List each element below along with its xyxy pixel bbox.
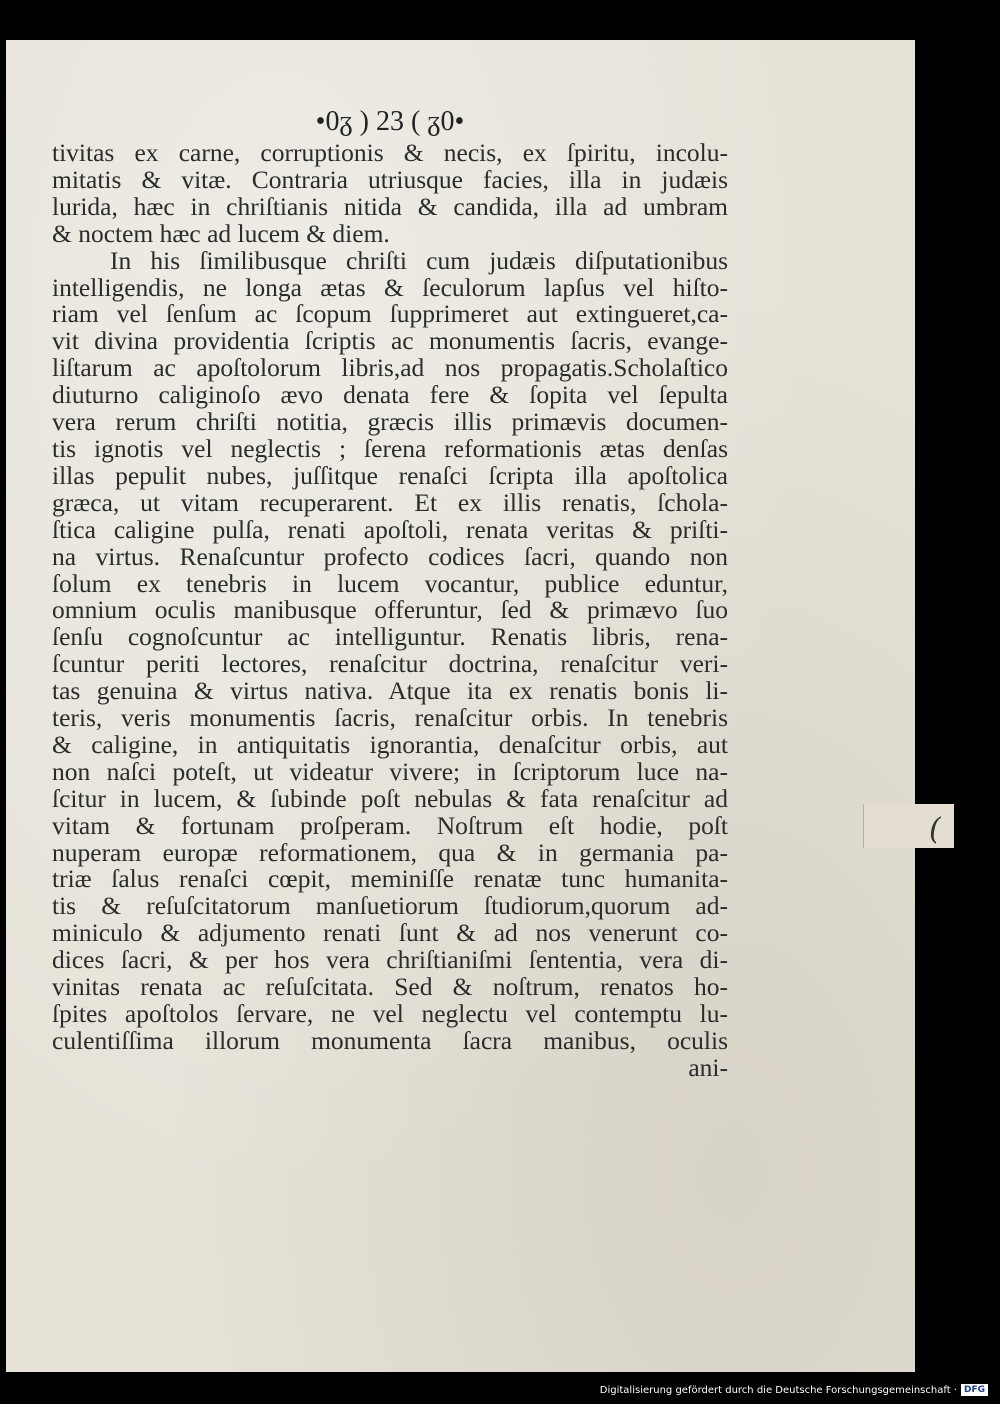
text-line: riam vel ſenſum ac ſcopum ſupprimeret aut extingueret,ca- — [52, 299, 728, 329]
text-line: dices ſacri, & per hos vera chriſtianiſmi ſententia, vera di- — [52, 945, 728, 975]
text-line: tis ignotis vel neglectis ; ſerena reformationis ætas denſas — [52, 433, 728, 463]
text-line: liſtarum ac apoſtolorum libris,ad nos propagatis.Scholaſtico — [52, 353, 728, 383]
running-head-page-number: •0ᵹ ) 23 ( ᵹ0• — [315, 106, 465, 137]
text-line: miniculo & adjumento renati ſunt & ad nos venerunt co- — [52, 918, 728, 948]
text-line: teris, veris monumentis ſacris, renaſcitur orbis. In tenebris — [52, 703, 728, 733]
text-line: nuperam europæ reformationem, qua & in germania pa- — [52, 837, 728, 867]
text-line: lurida, hæc in chriſtianis nitida & candida, illa ad umbram — [52, 191, 728, 221]
text-line: tivitas ex carne, corruptionis & necis, ex ſpiritu, incolu- — [52, 138, 728, 167]
text-line: græca, ut vitam recuperarent. Et ex illis renatis, ſchola- — [52, 487, 728, 517]
text-line: vera rerum chriſti notitia, græcis illis primævis documen- — [52, 407, 728, 437]
text-line: illas pepulit nubes, juſſitque renaſci ſcripta illa apoſtolica — [52, 460, 728, 490]
text-line: vit divina providentia ſcriptis ac monumentis ſacris, evange- — [52, 326, 728, 356]
text-line: vitam & fortunam proſperam. Noſtrum eſt hodie, poſt — [52, 810, 728, 840]
text-line: ſtica caligine pulſa, renati apoſtoli, renata veritas & priſti- — [52, 514, 728, 544]
text-line: intelligendis, ne longa ætas & ſeculorum lapſus vel hiſto- — [52, 272, 728, 302]
text-line: ſcuntur periti lectores, renaſcitur doctrina, renaſcitur veri- — [52, 649, 728, 679]
text-line: na virtus. Renaſcuntur profecto codices ſacri, quando non — [52, 541, 728, 571]
text-line: diuturno caliginoſo ævo denata fere & ſopita vel ſepulta — [52, 380, 728, 410]
text-line: non naſci poteſt, ut videatur vivere; in ſcriptorum luce na- — [52, 756, 728, 786]
text-line: mitatis & vitæ. Contraria utriusque facies, illa in judæis — [52, 164, 728, 194]
dfg-logo: DFG — [961, 1384, 988, 1396]
text-line: triæ ſalus renaſci cœpit, meminiſſe renatæ tunc humanita- — [52, 864, 728, 894]
text-line: ſcitur in lucem, & ſubinde poſt nebulas & fata renaſcitur ad — [52, 783, 728, 813]
text-line: ſpites apoſtolos ſervare, ne vel neglectu vel contemptu lu- — [52, 999, 728, 1028]
body-text — [52, 140, 728, 1082]
tab-mark: ( — [929, 812, 941, 847]
text-line: vinitas renata ac reſuſcitata. Sed & noſtrum, renatos ho- — [52, 972, 728, 1002]
text-line: ſolum ex tenebris in lucem vocantur, publice eduntur, — [52, 568, 728, 598]
text-line: & noctem hæc ad lucem & diem. — [52, 218, 390, 248]
text-line: culentiſſima illorum monumenta ſacra manibus, oculis — [52, 1025, 728, 1055]
footer-credit — [600, 1384, 988, 1396]
text-line: tas genuina & virtus nativa. Atque ita ex renatis bonis li- — [52, 676, 728, 706]
text-line: omnium oculis manibusque offeruntur, ſed & primævo ſuo — [52, 595, 728, 625]
text-line: tis & reſuſcitatorum manſuetiorum ſtudiorum,quorum ad- — [52, 891, 728, 921]
footer-text: Digitalisierung gefördert durch die Deutsche Forschungsgemeinschaft · — [599, 1384, 957, 1396]
text-line: ſenſu cognoſcuntur ac intelliguntur. Renatis libris, rena- — [52, 622, 728, 652]
text-line: & caligine, in antiquitatis ignorantia, denaſcitur orbis, aut — [52, 729, 728, 759]
text-line: In his ſimilibusque chriſti cum judæis diſputationibus — [110, 245, 728, 275]
catchword: ani- — [688, 1052, 728, 1082]
